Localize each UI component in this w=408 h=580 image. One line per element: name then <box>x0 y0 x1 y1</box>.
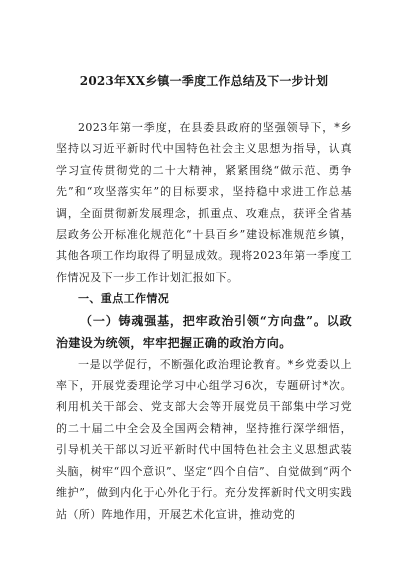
intro-paragraph: 2023年第一季度，在县委县政府的坚强领导下，*乡坚持以习近平新时代中国特色社会主义思想为指导，认真学习宣传贯彻党的二十大精神，紧紧围绕“做示范、勇争先”和“攻坚落实年”的目标要求，坚持稳中求进工作总基调，全面贯彻新发展理念，抓重点、攻难点，获评全省基层政务公开标准化规范化“十县百乡”建设标准规范乡镇，其他各项工作均取得了明显成效。现将2023年第一季度工作情况及下一步工作计划汇报如下。 <box>56 121 352 284</box>
body-paragraph: 一是以学促行，不断强化政治理论教育。*乡党委以上率下，开展党委理论学习中心组学习6次，专题研讨*次。利用机关干部会、党支部大会等开展党员干部集中学习党的二十届二中全会及全国两会精神，坚持推行深学细悟，引导机关干部以习近平新时代中国特色社会主义思想武装头脑，树牢“四个意识”、坚定“四个自信”、自觉做到“两个维护”，做到内化于心外化于行。充分发挥新时代文明实践站（所）阵地作用，开展艺术化宣讲，推动党的 <box>56 357 352 521</box>
section-heading: 一、重点工作情况 <box>78 292 170 306</box>
document-title: 2023年XX乡镇一季度工作总结及下一步计划 <box>79 74 329 88</box>
subsection-heading: （一）铸魂强基，把牢政治引领“方向盘”。以政治建设为统领，牢牢把握正确的政治方向。 <box>56 313 352 350</box>
